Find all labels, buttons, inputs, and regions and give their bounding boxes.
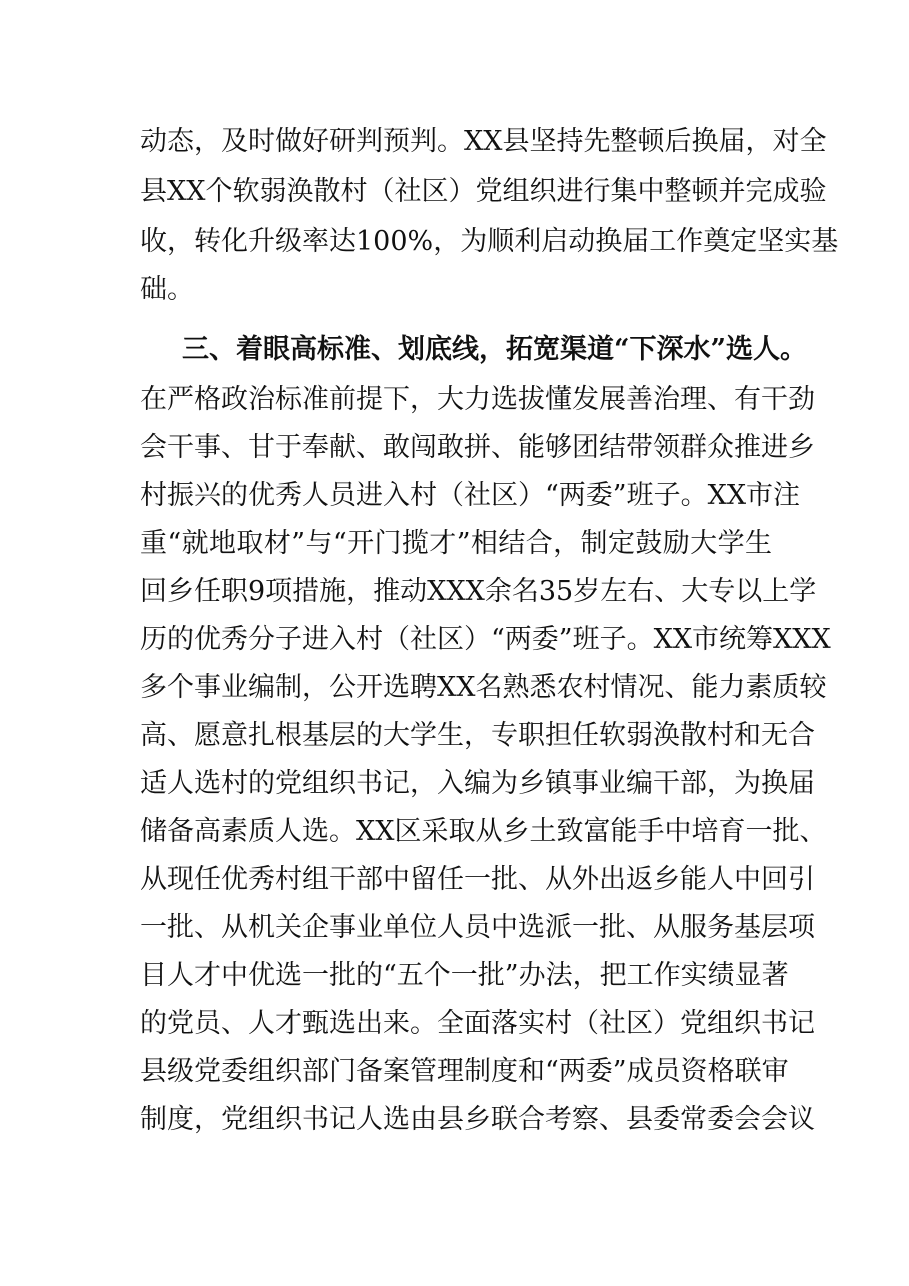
paragraph-2-line-14: 的党员、人才甄选出来。全面落实村（社区）党组织书记 — [140, 1008, 815, 1039]
paragraph-2-line-10: 储备高素质人选。XX区采取从乡土致富能手中培育一批、 — [140, 816, 827, 847]
paragraph-2-line-7: 多个事业编制，公开选聘XX名熟悉农村情况、能力素质较 — [140, 672, 827, 703]
paragraph-2-line-8: 高、愿意扎根基层的大学生，专职担任软弱涣散村和无合 — [140, 720, 815, 751]
paragraph-2-line-6: 历的优秀分子进入村（社区）“两委”班子。XX市统筹XXX — [140, 624, 831, 655]
paragraph-1-line-1: 动态，及时做好研判预判。XX县坚持先整顿后换届，对全 — [140, 126, 827, 157]
paragraph-2-line-16: 制度，党组织书记人选由县乡联合考察、县委常委会会议 — [140, 1104, 815, 1135]
paragraph-2-line-3: 村振兴的优秀人员进入村（社区）“两委”班子。XX市注 — [140, 480, 801, 511]
paragraph-1-line-2: 县XX个软弱涣散村（社区）党组织进行集中整顿并完成验 — [140, 176, 827, 207]
paragraph-2-line-13: 目人才中优选一批的“五个一批”办法，把工作实绩显著 — [140, 960, 789, 991]
paragraph-1-line-3: 收，转化升级率达100%，为顺利启动换届工作奠定坚实基 — [140, 226, 839, 257]
section-heading: 三、着眼高标准、划底线，拓宽渠道“下深水”选人。 — [182, 334, 808, 365]
paragraph-2-line-5: 回乡任职9项措施，推动XXX余名35岁左右、大专以上学 — [140, 576, 817, 607]
paragraph-2-line-4: 重“就地取材”与“开门揽才”相结合，制定鼓励大学生 — [140, 528, 772, 559]
paragraph-2-line-15: 县级党委组织部门备案管理制度和“两委”成员资格联审 — [140, 1056, 789, 1087]
paragraph-2-line-12: 一批、从机关企事业单位人员中选派一批、从服务基层项 — [140, 912, 815, 943]
paragraph-1-line-4: 础。 — [140, 274, 194, 305]
paragraph-2-line-2: 会干事、甘于奉献、敢闯敢拼、能够团结带领群众推进乡 — [140, 432, 815, 463]
paragraph-2-line-11: 从现任优秀村组干部中留任一批、从外出返乡能人中回引 — [140, 864, 815, 895]
paragraph-2-line-9: 适人选村的党组织书记，入编为乡镇事业编干部，为换届 — [140, 768, 815, 799]
paragraph-2-line-1: 在严格政治标准前提下，大力选拔懂发展善治理、有干劲 — [140, 384, 815, 415]
